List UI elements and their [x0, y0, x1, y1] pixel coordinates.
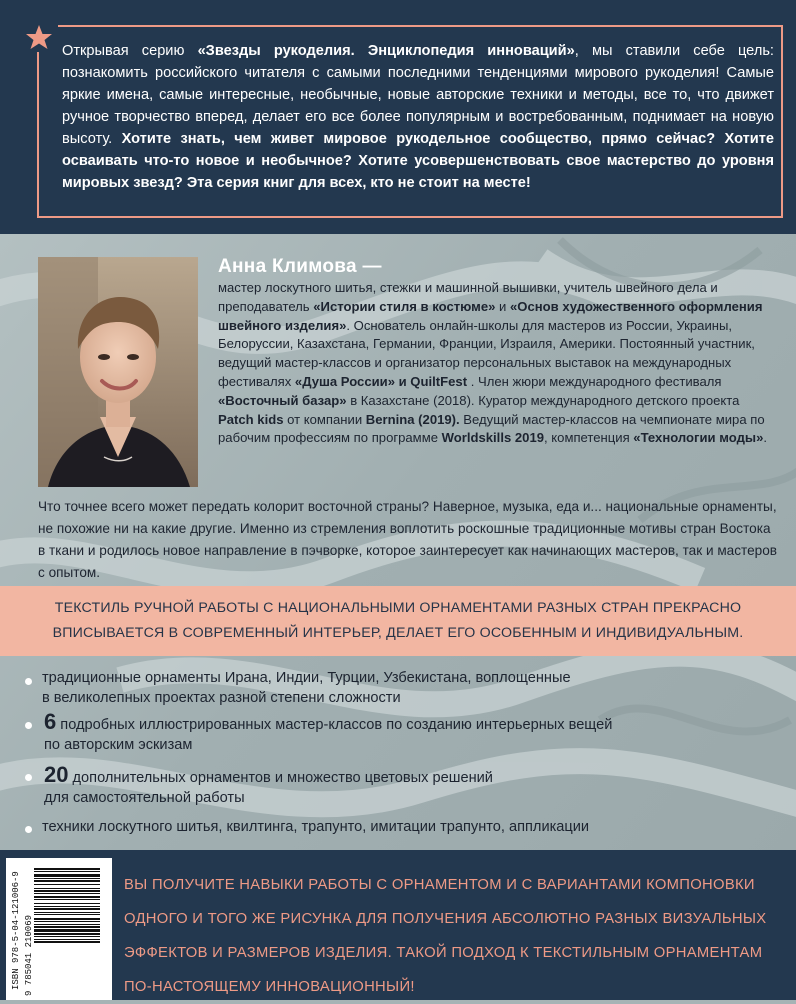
bullet-dot	[25, 722, 32, 729]
barcode-bar	[34, 903, 100, 904]
star-badge	[20, 22, 58, 52]
bullet-line: для самостоятельной работы	[44, 790, 245, 806]
bio-highlight: Worldskills 2019	[441, 430, 545, 446]
bullet-line: по авторским эскизам	[44, 737, 193, 753]
bottom-line: ВЫ ПОЛУЧИТЕ НАВЫКИ РАБОТЫ С ОРНАМЕНТОМ И С ВАРИАНТАМИ КОМПОНОВКИ	[124, 877, 755, 893]
bottom-callout	[124, 868, 784, 1004]
bullet-number: 6	[44, 709, 57, 734]
barcode-bar	[34, 941, 100, 943]
bio-text: в Казахстане (2018). Куратор международного детского проекта	[346, 392, 740, 408]
author-photo	[38, 257, 198, 487]
barcode-bar	[34, 880, 100, 882]
barcode-bar	[34, 893, 100, 894]
barcode-bar	[34, 914, 100, 915]
barcode-bar	[34, 896, 100, 898]
barcode-bar	[34, 924, 100, 925]
highlight-text	[18, 596, 778, 646]
book-description: Что точнее всего может передать колорит восточной страны? Наверное, музыка, еда и... национальные орнаменты, не похожие ни на какие другие. Именно из стремления воплотить роскошные традиционные мотивы стран Востока в ткани и родилось новое направление в пэчворке, которое заинтересует как начинающих мастеров, так и мастеров с опытом.	[38, 499, 778, 580]
bullet-item-ornaments	[42, 668, 782, 708]
bio-highlight: «Душа России» и QuiltFest	[294, 373, 468, 389]
barcode-bar	[34, 912, 100, 913]
star-icon	[20, 22, 58, 52]
barcode-bar	[34, 874, 100, 877]
highlight-line-2: ВПИСЫВАЕТСЯ В СОВРЕМЕННЫЙ ИНТЕРЬЕР, ДЕЛАЕТ ЕГО ОСОБЕННЫМ И ИНДИВИДУАЛЬНЫМ.	[52, 625, 744, 641]
bottom-line: ОДНОГО И ТОГО ЖЕ РИСУНКА ДЛЯ ПОЛУЧЕНИЯ АБСОЛЮТНО РАЗНЫХ ВИЗУАЛЬНЫХ	[124, 911, 767, 927]
bullet-number: 20	[44, 762, 69, 787]
bullet-item-masterclasses	[44, 709, 784, 755]
bottom-line: ЭФФЕКТОВ И РАЗМЕРОВ ИЗДЕЛИЯ. ТАКОЙ ПОДХОД К ТЕКСТИЛЬНЫМ ОРНАМЕНТАМ	[124, 945, 763, 961]
barcode-bar	[34, 908, 100, 910]
bio-text: и	[495, 298, 510, 314]
bullet-line: дополнительных орнаментов и множество цветовых решений	[68, 770, 493, 786]
bullet-line: традиционные орнаменты Ирана, Индии, Турции, Узбекистана, воплощенные	[42, 670, 571, 686]
barcode-bar	[34, 936, 100, 937]
bullet-item-techniques	[42, 817, 782, 837]
barcode-bar	[34, 918, 100, 920]
bottom-line: ПО-НАСТОЯЩЕМУ ИННОВАЦИОННЫЙ!	[124, 979, 415, 995]
bio-text: . Основатель онлайн-школы для мастеров из России, Украины, Белоруссии, Казахстана, Германии, Франции, Израиля, Америки. Постоянный участник, ведущий мастер-классов и организатор персональных выставок на международных фестивалях	[218, 317, 755, 389]
barcode-bar	[34, 888, 100, 889]
bullet-dot	[25, 678, 32, 685]
bio-text: .	[763, 430, 767, 446]
bullet-dot	[25, 774, 32, 781]
bio-text: . Член жюри международного фестиваля	[467, 373, 722, 389]
isbn-label: ISBN 978-5-04-121006-9	[11, 871, 21, 991]
bio-highlight: «Истории стиля в костюме»	[313, 298, 496, 314]
bullet-dot	[25, 826, 32, 833]
bullet-line: подробных иллюстрированных мастер-классов по созданию интерьерных вещей	[56, 717, 613, 733]
intro-text-1: Открывая серию	[62, 43, 198, 59]
bio-text: , компетенция	[544, 430, 634, 446]
bio-highlight: «Технологии моды»	[633, 430, 764, 446]
barcode	[30, 866, 108, 994]
bio-highlight: «Основ художественного оформления швейного изделия»	[218, 298, 763, 333]
bio-highlight: Bernina (2019).	[365, 411, 460, 427]
bullet-line: техники лоскутного шитья, квилтинга, трапунто, имитации трапунто, аппликации	[42, 819, 590, 835]
bullet-line: в великолепных проектах разной степени сложности	[42, 690, 401, 706]
bio-highlight: «Восточный базар»	[218, 392, 347, 408]
barcode-bar	[34, 939, 100, 940]
barcode-bar	[34, 921, 100, 922]
intro-text-2: , мы ставили себе цель: познакомить российского читателя с самыми последними тенденциями мирового рукоделия! Самые яркие имена, самые интересные, необычные, новые авторские техники и методы, все то, что движет ручное творчество вперед, делает его все более популярным и востребованным, поднимает на новую высоту.	[62, 43, 774, 147]
author-bio	[218, 279, 774, 448]
barcode-digits: 9 785041 210069	[24, 914, 34, 996]
intro-bold-text: Хотите знать, чем живет мировое рукодельное сообщество, прямо сейчас? Хотите осваивать что-то новое и необычное? Хотите усовершенствовать свое мастерство до уровня мировых звезд? Эта серия книг для всех, кто не стоит на месте!	[62, 131, 774, 191]
bio-text: мастер лоскутного шитья, стежки и машинной вышивки, учитель швейного дела и преподаватель	[218, 280, 718, 314]
barcode-bar	[34, 906, 100, 907]
bullet-item-ornaments-extra	[44, 762, 784, 808]
series-intro-text	[62, 40, 774, 194]
series-title: «Звезды рукоделия. Энциклопедия инноваций»	[197, 43, 575, 59]
bio-highlight: Patch kids	[218, 411, 284, 427]
barcode-bar	[34, 890, 100, 892]
barcode-bar	[34, 929, 100, 932]
author-name: Анна Климова —	[218, 256, 382, 277]
barcode-bar	[34, 871, 100, 872]
bio-text: от компании	[283, 411, 366, 427]
barcode-bar	[34, 926, 100, 928]
barcode-bar	[34, 933, 100, 935]
bio-text: Ведущий мастер-классов на чемпионате мира по рабочим профессиям по программе	[218, 411, 765, 446]
barcode-bar	[34, 878, 100, 879]
highlight-line-1: ТЕКСТИЛЬ РУЧНОЙ РАБОТЫ С НАЦИОНАЛЬНЫМИ ОРНАМЕНТАМИ РАЗНЫХ СТРАН ПРЕКРАСНО	[54, 600, 742, 616]
barcode-bar	[34, 868, 100, 870]
barcode-bar	[34, 899, 100, 900]
barcode-bar	[34, 884, 100, 885]
